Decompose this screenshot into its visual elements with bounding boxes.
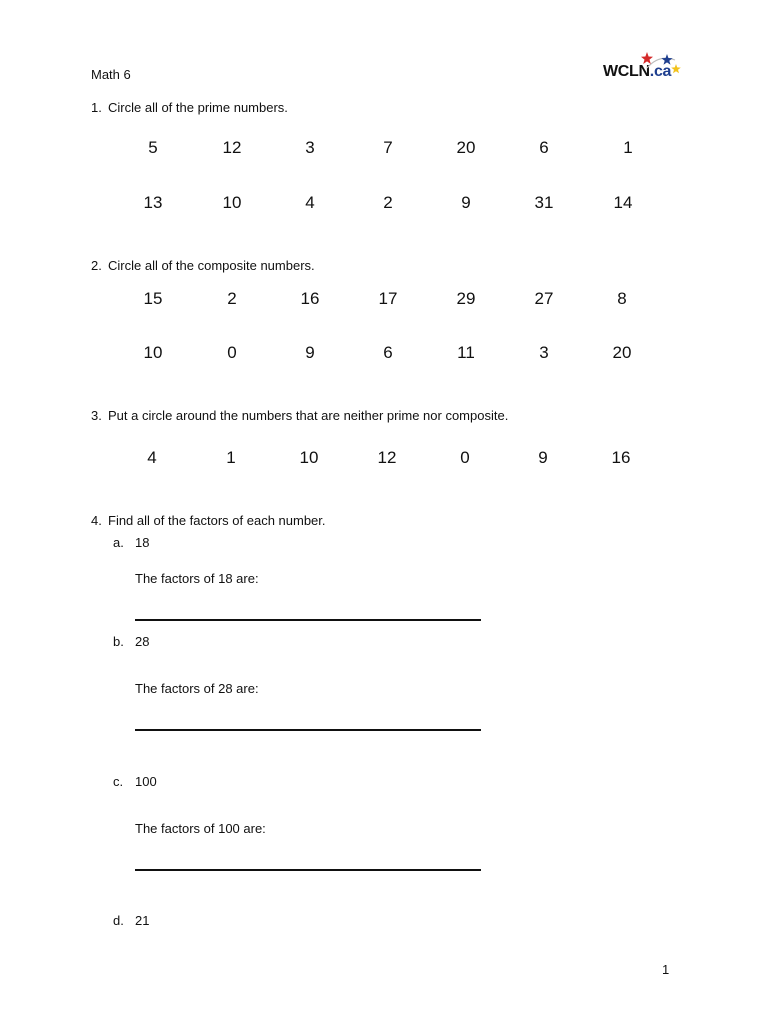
number-option[interactable]: 27	[534, 289, 554, 308]
part-d-value: 21	[135, 913, 150, 928]
stars-icon	[639, 50, 683, 80]
number-option[interactable]: 11	[457, 343, 475, 362]
course-title: Math 6	[91, 67, 131, 82]
number-option[interactable]: 8	[617, 289, 627, 308]
number-option[interactable]: 1	[226, 448, 236, 467]
part-b-letter: b.	[113, 634, 124, 649]
part-a-label: The factors of 18 are:	[135, 571, 259, 586]
number-option[interactable]: 12	[222, 138, 242, 157]
answer-line-a[interactable]	[135, 619, 481, 621]
number-option[interactable]: 29	[456, 289, 476, 308]
question-1-text: Circle all of the prime numbers.	[108, 100, 288, 115]
part-a-value: 18	[135, 535, 150, 550]
answer-line-b[interactable]	[135, 729, 481, 731]
number-option[interactable]: 2	[227, 289, 237, 308]
number-option[interactable]: 0	[460, 448, 470, 467]
part-b-value: 28	[135, 634, 150, 649]
number-option[interactable]: 9	[305, 343, 315, 362]
number-option[interactable]: 6	[383, 343, 393, 362]
number-option[interactable]: 1	[623, 138, 633, 157]
number-option[interactable]: 2	[383, 193, 393, 212]
number-option[interactable]: 10	[222, 193, 242, 212]
page-number: 1	[662, 962, 670, 977]
question-4-text: Find all of the factors of each number.	[108, 513, 326, 528]
part-c-value: 100	[135, 774, 157, 789]
number-option[interactable]: 16	[300, 289, 320, 308]
answer-line-c[interactable]	[135, 869, 481, 871]
number-option[interactable]: 16	[611, 448, 631, 467]
number-option[interactable]: 17	[378, 289, 398, 308]
part-b-label: The factors of 28 are:	[135, 681, 259, 696]
number-option[interactable]: 0	[227, 343, 237, 362]
number-option[interactable]: 6	[539, 138, 549, 157]
question-1-number: 1.	[91, 100, 102, 115]
number-option[interactable]: 20	[612, 343, 632, 362]
number-option[interactable]: 7	[383, 138, 393, 157]
number-option[interactable]: 15	[143, 289, 163, 308]
number-option[interactable]: 3	[305, 138, 315, 157]
number-option[interactable]: 20	[456, 138, 476, 157]
question-3-text: Put a circle around the numbers that are neither prime nor composite.	[108, 408, 509, 423]
question-3-number: 3.	[91, 408, 102, 423]
number-option[interactable]: 13	[143, 193, 163, 212]
number-option[interactable]: 4	[305, 193, 315, 212]
number-option[interactable]: 14	[613, 193, 633, 212]
number-option[interactable]: 12	[377, 448, 397, 467]
part-c-letter: c.	[113, 774, 124, 789]
number-option[interactable]: 5	[148, 138, 158, 157]
question-2-text: Circle all of the composite numbers.	[108, 258, 315, 273]
number-option[interactable]: 31	[534, 193, 554, 212]
number-option[interactable]: 4	[147, 448, 157, 467]
part-a-letter: a.	[113, 535, 124, 550]
question-4-number: 4.	[91, 513, 102, 528]
number-option[interactable]: 9	[461, 193, 471, 212]
number-option[interactable]: 10	[143, 343, 163, 362]
part-d-letter: d.	[113, 913, 124, 928]
logo-text: WCLN.ca	[603, 63, 672, 80]
question-2-number: 2.	[91, 258, 102, 273]
number-option[interactable]: 10	[299, 448, 319, 467]
part-c-label: The factors of 100 are:	[135, 821, 266, 836]
wcln-logo	[603, 50, 683, 84]
number-option[interactable]: 3	[539, 343, 549, 362]
number-option[interactable]: 9	[538, 448, 548, 467]
